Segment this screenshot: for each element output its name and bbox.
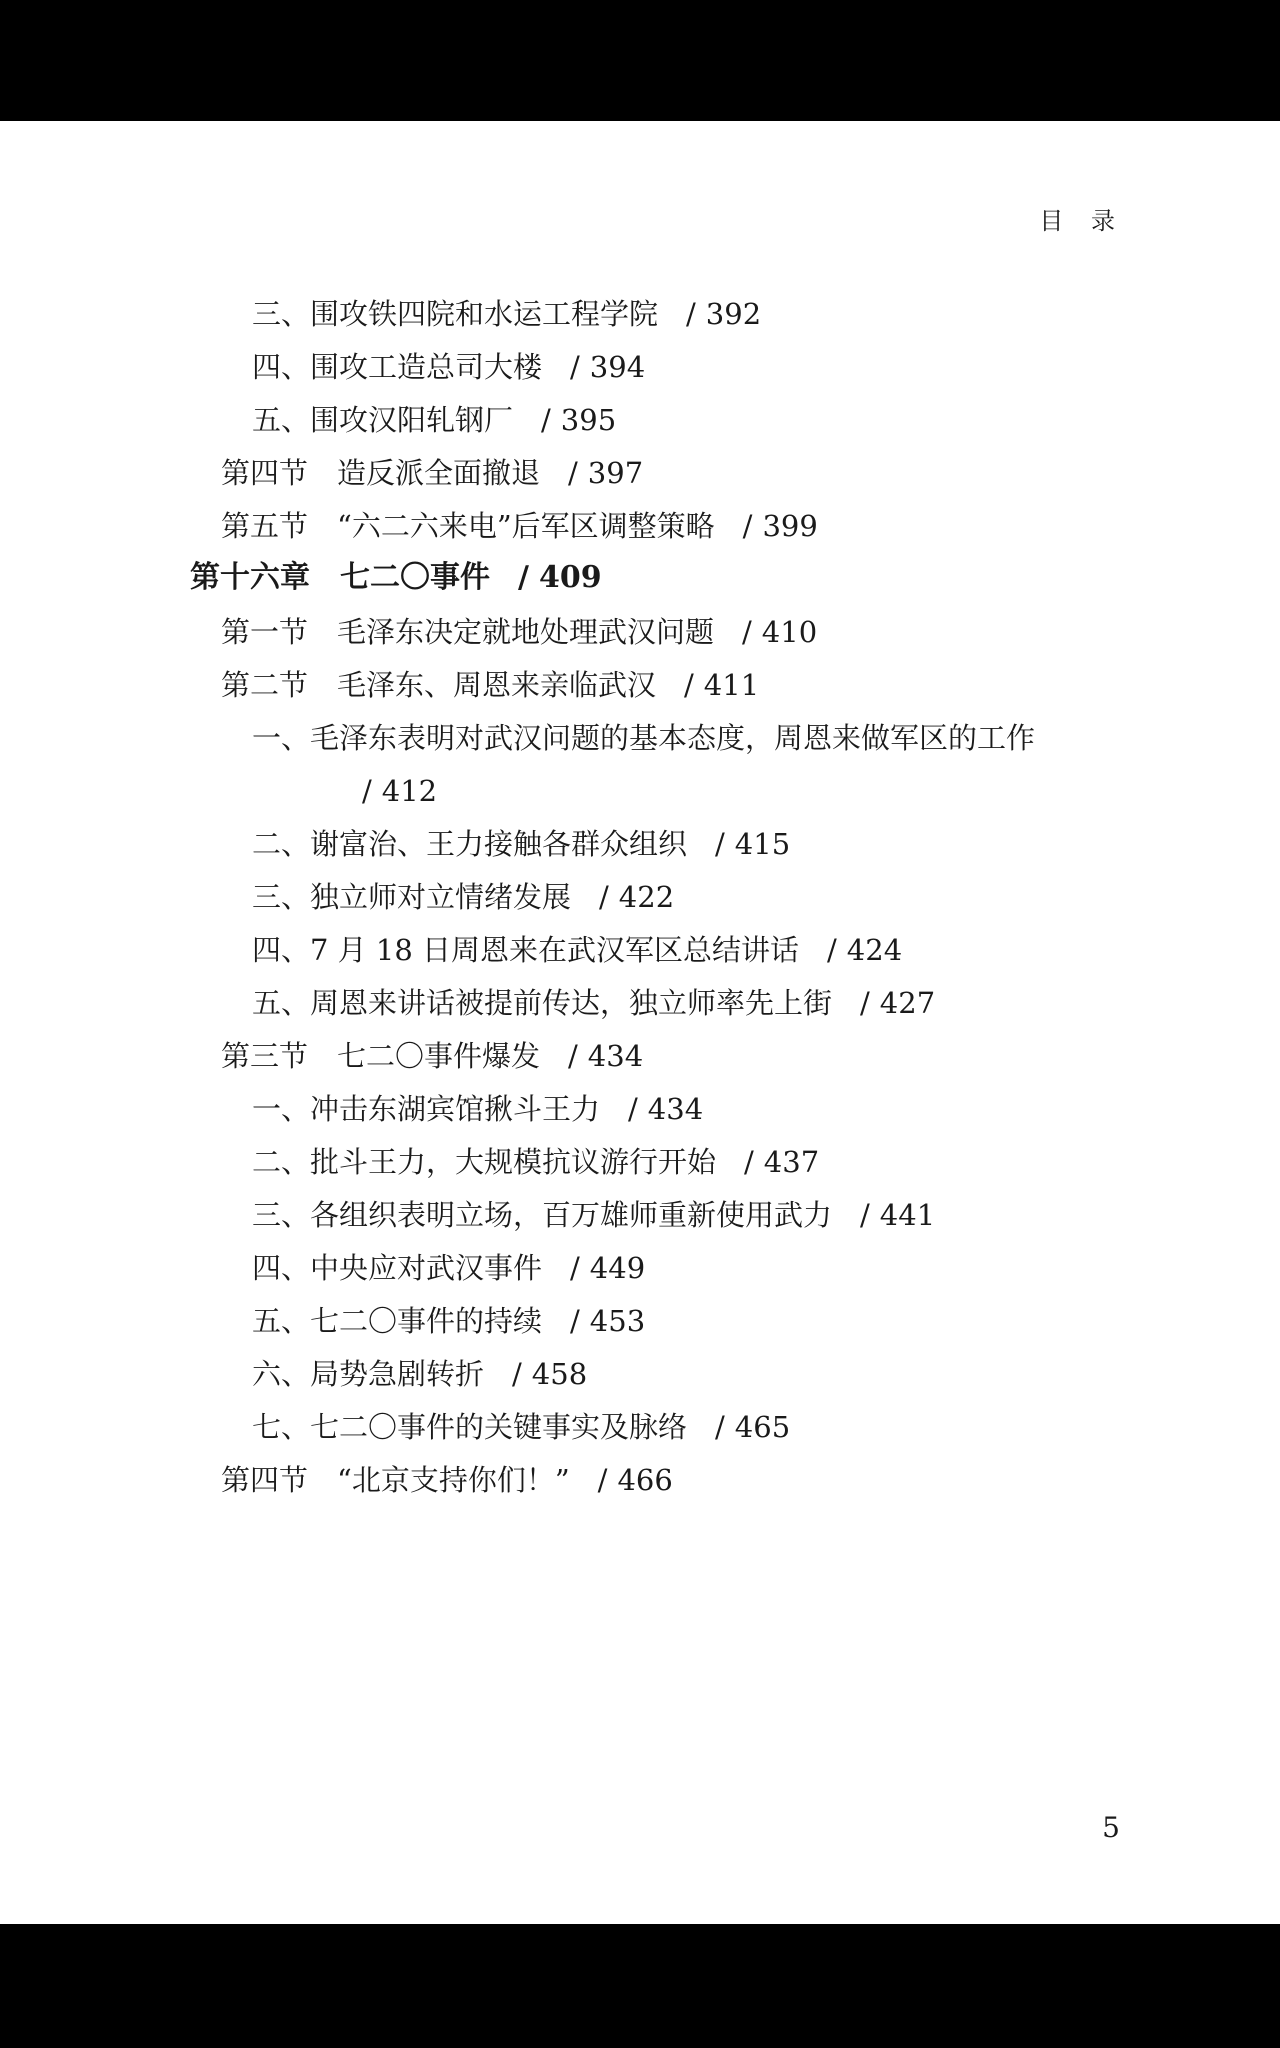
toc-entry-title: 五、周恩来讲话被提前传达，独立师率先上街: [252, 986, 833, 1020]
toc-entry-continuation: / 412: [362, 774, 438, 808]
toc-entry: 五、七二〇事件的持续 / 453: [252, 1304, 646, 1338]
toc-entry-title: 第二节 毛泽东、周恩来亲临武汉: [221, 668, 657, 702]
toc-entry: 二、谢富治、王力接触各群众组织 / 415: [252, 827, 791, 861]
toc-entry-title: 七、七二〇事件的关键事实及脉络: [252, 1410, 688, 1444]
toc-entry-page: 422: [618, 880, 675, 914]
toc-entry-title: 五、围攻汉阳轧钢厂: [252, 403, 514, 437]
toc-entry-page: 395: [560, 403, 617, 437]
toc-entry-page: 434: [587, 1039, 644, 1073]
toc-entry-title: 一、冲击东湖宾馆揪斗王力: [252, 1092, 601, 1126]
toc-entry-page: 411: [703, 668, 760, 702]
toc-entry: 六、局势急剧转折 / 458: [252, 1357, 588, 1391]
toc-entry-title: 第三节 七二〇事件爆发: [221, 1039, 541, 1073]
running-header: 目 录: [1039, 207, 1125, 235]
toc-section: 第一节 毛泽东决定就地处理武汉问题 / 410: [221, 615, 818, 649]
toc-entry: 二、批斗王力，大规模抗议游行开始 / 437: [252, 1145, 820, 1179]
toc-entry: 四、中央应对武汉事件 / 449: [252, 1251, 646, 1285]
toc-entry: 一、冲击东湖宾馆揪斗王力 / 434: [252, 1092, 704, 1126]
toc-entry: 三、围攻铁四院和水运工程学院 / 392: [252, 297, 762, 331]
toc-entry-page: 449: [589, 1251, 646, 1285]
toc-entry-page: 424: [846, 933, 903, 967]
toc-entry-title: 四、围攻工造总司大楼: [252, 350, 543, 384]
toc-entry-page: 437: [763, 1145, 820, 1179]
toc-entry-title: 第一节 毛泽东决定就地处理武汉问题: [221, 615, 715, 649]
toc-section: 第二节 毛泽东、周恩来亲临武汉 / 411: [221, 668, 760, 702]
toc-entry: 四、围攻工造总司大楼 / 394: [252, 350, 646, 384]
page-number: 5: [1102, 1811, 1120, 1844]
toc-entry-page: 434: [647, 1092, 704, 1126]
toc-entry-page: 427: [879, 986, 936, 1020]
toc-entry: [252, 720, 1035, 756]
toc-entry-title: 三、围攻铁四院和水运工程学院: [252, 297, 659, 331]
toc-entry-title: 二、批斗王力，大规模抗议游行开始: [252, 1145, 717, 1179]
toc-entry: 五、围攻汉阳轧钢厂 / 395: [252, 403, 617, 437]
toc-section: 第三节 七二〇事件爆发 / 434: [221, 1039, 644, 1073]
toc-entry-title: 四、7 月 18 日周恩来在武汉军区总结讲话: [252, 933, 800, 967]
toc-entry-page: 441: [879, 1198, 936, 1232]
toc-entry-title: 一、毛泽东表明对武汉问题的基本态度，周恩来做军区的工作: [252, 721, 1036, 755]
toc-section: 第四节 造反派全面撤退 / 397: [221, 456, 644, 490]
toc-entry-title: 三、独立师对立情绪发展: [252, 880, 572, 914]
toc-entry-page: 409: [538, 560, 602, 595]
toc-section: 第五节 “六二六来电”后军区调整策略 / 399: [221, 509, 818, 543]
toc-entry-page: 397: [587, 456, 644, 490]
toc-entry: 五、周恩来讲话被提前传达，独立师率先上街 / 427: [252, 986, 936, 1020]
toc-entry: 七、七二〇事件的关键事实及脉络 / 465: [252, 1410, 791, 1444]
toc-entry-title: 五、七二〇事件的持续: [252, 1304, 543, 1338]
toc-entry-page: 465: [734, 1410, 791, 1444]
toc-entry-title: 二、谢富治、王力接触各群众组织: [252, 827, 688, 861]
toc-entry-page: 394: [589, 350, 646, 384]
toc-entry-title: 第十六章 七二〇事件: [190, 560, 490, 595]
toc-entry: 四、7 月 18 日周恩来在武汉军区总结讲话 / 424: [252, 933, 903, 967]
toc-entry-page: 410: [761, 615, 818, 649]
toc-entry-title: 第四节 “北京支持你们！”: [221, 1463, 570, 1497]
toc-entry-title: 第五节 “六二六来电”后军区调整策略: [221, 509, 715, 543]
toc-chapter: 第十六章 七二〇事件 / 409: [190, 560, 602, 595]
toc-entry-page: 412: [381, 774, 438, 808]
toc-entry-title: 四、中央应对武汉事件: [252, 1251, 543, 1285]
toc-entry-page: 458: [531, 1357, 588, 1391]
document-page: [0, 121, 1280, 1924]
toc-entry-page: 453: [589, 1304, 646, 1338]
toc-entry-page: 392: [705, 297, 762, 331]
toc-entry-page: 415: [734, 827, 791, 861]
toc-entry-page: 466: [617, 1463, 673, 1497]
toc-entry-title: 三、各组织表明立场，百万雄师重新使用武力: [252, 1198, 833, 1232]
toc-entry-title: 六、局势急剧转折: [252, 1357, 485, 1391]
toc-section: 第四节 “北京支持你们！” / 466: [221, 1463, 673, 1497]
toc-entry-title: 第四节 造反派全面撤退: [221, 456, 541, 490]
toc-entry-page: 399: [762, 509, 818, 543]
toc-entry: 三、独立师对立情绪发展 / 422: [252, 880, 675, 914]
toc-entry: 三、各组织表明立场，百万雄师重新使用武力 / 441: [252, 1198, 936, 1232]
